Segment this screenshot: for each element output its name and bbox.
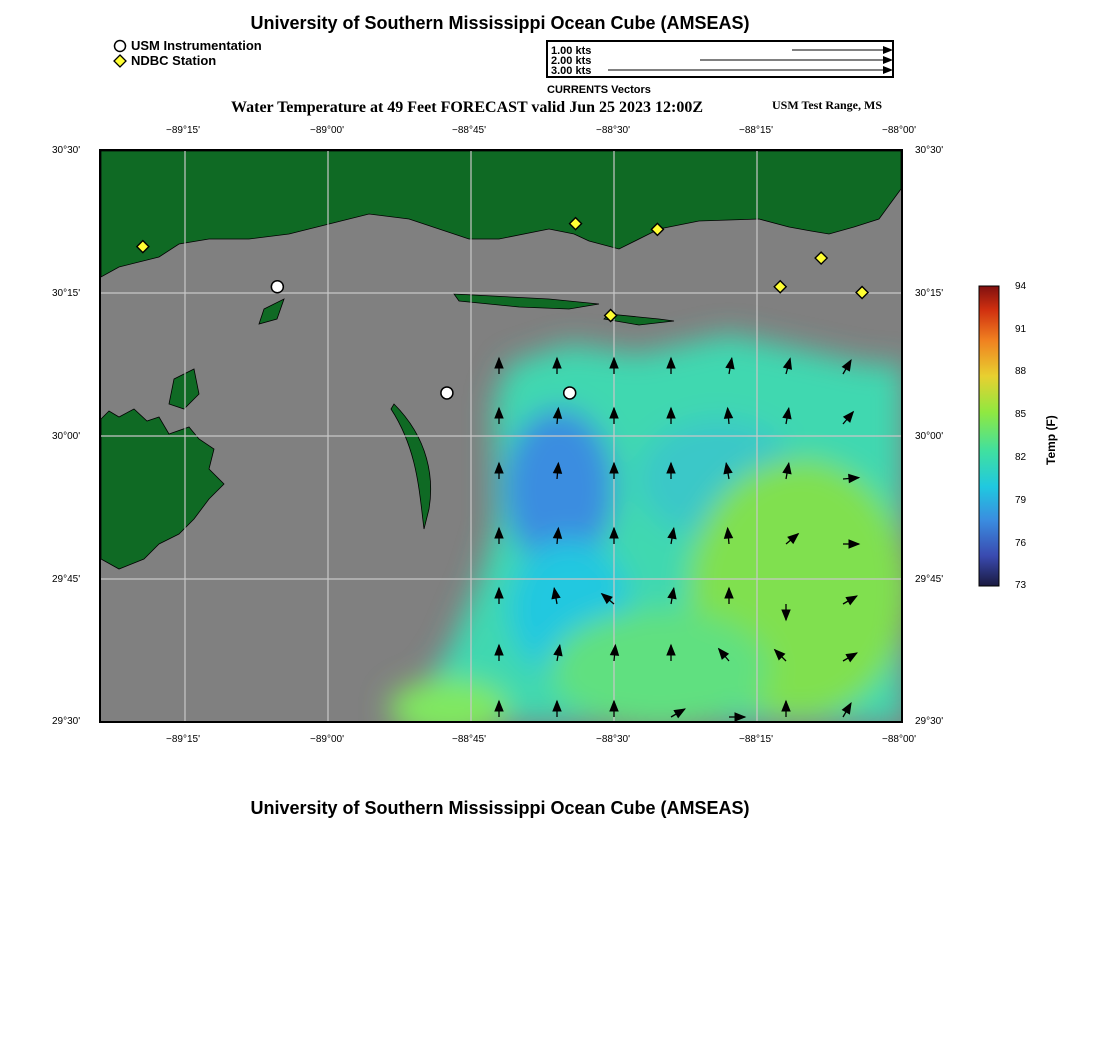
colorbar-title: Temp (F) [1044, 415, 1058, 465]
vector-key-1: 1.00 kts [551, 45, 592, 57]
lon-tick-bottom: −89°15' [166, 734, 200, 745]
colorbar-tick: 94 [1015, 281, 1027, 292]
lat-tick-right: 30°15' [915, 288, 944, 299]
usm-station-marker[interactable] [271, 281, 283, 293]
region-label: USM Test Range, MS [772, 98, 883, 112]
vector-key-3: 3.00 kts [551, 65, 592, 77]
colorbar [978, 285, 1000, 587]
usm-station-marker[interactable] [564, 387, 576, 399]
lon-tick-top: −88°30' [596, 125, 630, 136]
colorbar-tick: 73 [1015, 580, 1027, 591]
lat-tick-left: 30°30' [52, 145, 81, 156]
vector-key-box [546, 40, 894, 78]
lon-tick-top: −88°00' [882, 125, 916, 136]
vector-key-2: 2.00 kts [551, 55, 592, 67]
colorbar-tick: 76 [1015, 538, 1027, 549]
lon-tick-bottom: −88°30' [596, 734, 630, 745]
lon-tick-bottom: −88°45' [452, 734, 486, 745]
legend-usm-label: USM Instrumentation [131, 38, 262, 53]
vector-key-title: CURRENTS Vectors [547, 84, 651, 96]
legend-ndbc [113, 53, 216, 68]
yellow-diamond-icon [113, 54, 127, 68]
page-title: University of Southern Mississippi Ocean Cube (AMSEAS) [250, 13, 750, 33]
colorbar-tick: 85 [1015, 409, 1027, 420]
white-circle-icon [113, 39, 127, 53]
lon-tick-top: −88°45' [452, 125, 486, 136]
colorbar-tick: 82 [1015, 452, 1027, 463]
vector-key-arrows [548, 42, 892, 76]
legend-usm [113, 38, 262, 53]
colorbar-tick: 91 [1015, 324, 1027, 335]
usm-station-marker[interactable] [441, 387, 453, 399]
lat-tick-left: 29°45' [52, 574, 81, 585]
lon-tick-bottom: −89°00' [310, 734, 344, 745]
footer-title: University of Southern Mississippi Ocean Cube (AMSEAS) [250, 798, 750, 818]
lat-tick-left: 30°15' [52, 288, 81, 299]
lat-tick-right: 30°30' [915, 145, 944, 156]
lat-tick-right: 30°00' [915, 431, 944, 442]
lon-tick-top: −89°00' [310, 125, 344, 136]
lon-tick-top: −89°15' [166, 125, 200, 136]
lat-tick-right: 29°30' [915, 716, 944, 727]
map-subtitle: Water Temperature at 49 Feet FORECAST valid Jun 25 2023 12:00Z [231, 99, 703, 116]
lat-tick-left: 29°30' [52, 716, 81, 727]
map-canvas[interactable] [99, 149, 903, 723]
lon-tick-bottom: −88°15' [739, 734, 773, 745]
lat-tick-left: 30°00' [52, 431, 81, 442]
colorbar-tick: 79 [1015, 495, 1027, 506]
colorbar-tick: 88 [1015, 366, 1027, 377]
lon-tick-bottom: −88°00' [882, 734, 916, 745]
legend-ndbc-label: NDBC Station [131, 53, 217, 68]
lon-tick-top: −88°15' [739, 125, 773, 136]
lat-tick-right: 29°45' [915, 574, 944, 585]
